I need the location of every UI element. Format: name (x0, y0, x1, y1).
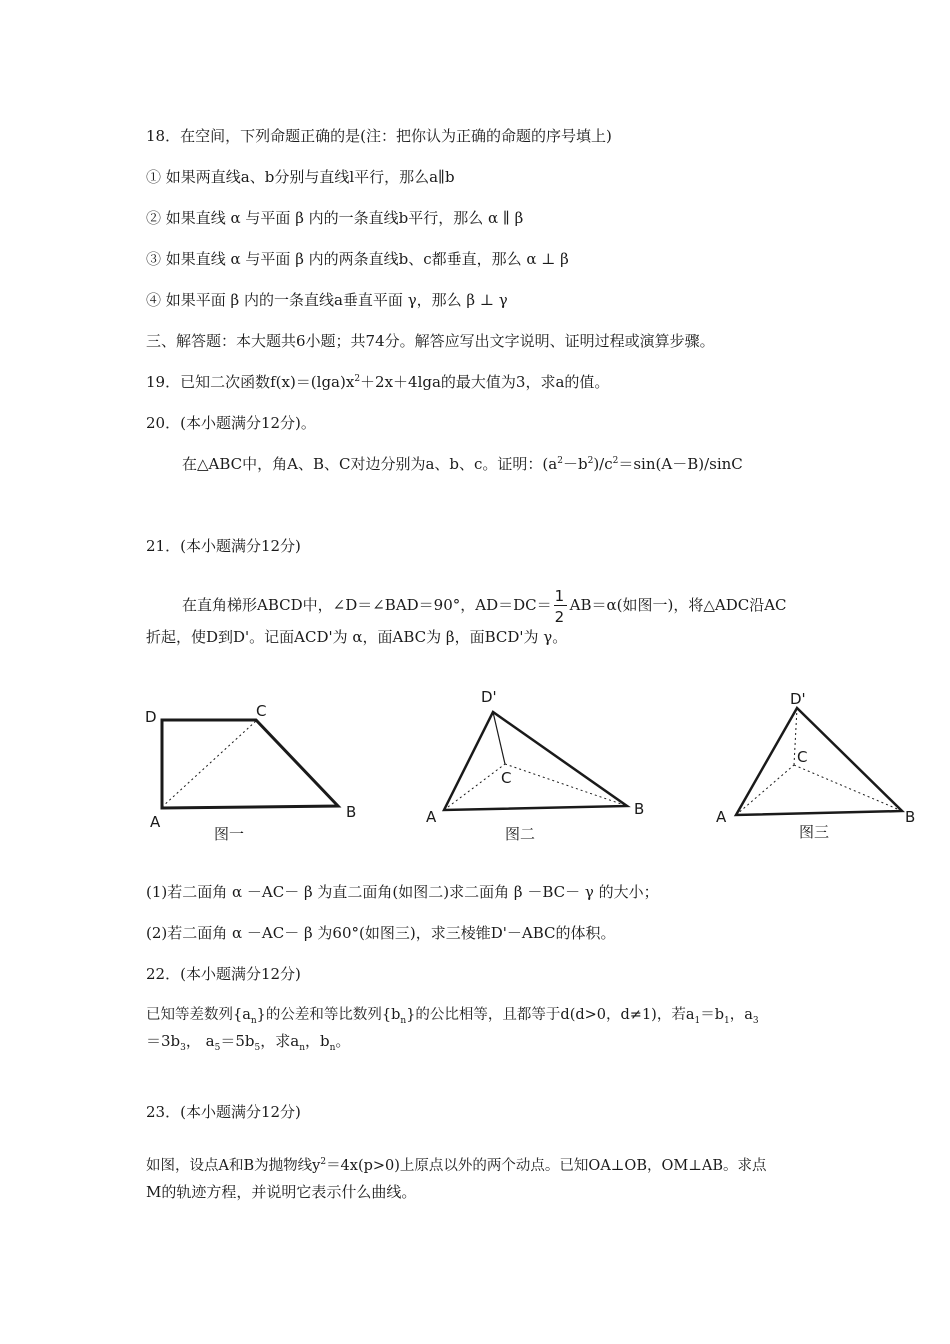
fig2-edge-cb (505, 764, 627, 806)
q21-part-2: (2)若二面角 α －AC－ β 为60°(如图三)，求三棱锥D'－ABC的体积。 (146, 924, 616, 942)
q21-part-1: (1)若二面角 α －AC－ β 为直二面角(如图二)求二面角 β －BC－ γ 的大小； (146, 883, 659, 901)
fig2-label-b: B (634, 800, 645, 818)
q18-option-3: ③ 如果直线 α 与平面 β 内的两条直线b、c都垂直，那么 α ⊥ β (146, 250, 569, 268)
q21-heading: 21．(本小题满分12分) (146, 537, 301, 555)
q20-heading: 20．(本小题满分12分)。 (146, 414, 316, 432)
q20-text: 在△ABC中，角A、B、C对边分别为a、b、c。证明：$(a^2-b^2)/c^2=\sin(A-B)$/sinC (182, 455, 743, 473)
q18-stem: 18．在空间，下列命题正确的是(注：把你认为正确的命题的序号填上) (146, 127, 612, 145)
q22-line-1: 已知等差数列$\{a_n\}$的公差和等比数列$\{b_n\}$的公比相等，且都等于d(d>0，d≠1)，若$a_1=b_1$，$a_3$ (146, 1007, 759, 1026)
fig2-label-d: D' (481, 688, 497, 706)
fig1-diagonal-ac (162, 721, 256, 807)
fig3-label-a: A (716, 808, 727, 826)
fig3-label-d: D' (790, 690, 806, 708)
figure-3 (716, 690, 915, 841)
fig2-caption: 图二 (505, 825, 536, 843)
fig3-label-b: B (905, 808, 916, 826)
fig1-caption: 图一 (214, 825, 245, 843)
q22-heading: 22．(本小题满分12分) (146, 965, 301, 983)
q18-option-2: ② 如果直线 α 与平面 β 内的一条直线b平行，那么 α ∥ β (146, 209, 524, 227)
fig2-label-c: C (501, 769, 512, 787)
q19-text: 19．已知二次函数$f(x)=(\lg a)x^2+2x+4\lg a$的最大值为3，求a的值。 (146, 373, 610, 391)
fig3-edge-cb (794, 765, 902, 811)
fig1-label-d: D (145, 708, 157, 726)
fig3-outline (736, 708, 902, 815)
fig3-label-c: C (797, 748, 808, 766)
q23-heading: 23．(本小题满分12分) (146, 1103, 301, 1121)
q22-line-2: $=3b_3$， $a_5=5b_5$，求$a_n$，$b_n$。 (146, 1032, 351, 1053)
fig1-label-c: C (256, 702, 267, 720)
figure-1 (145, 702, 356, 843)
q18-option-1: ① 如果两直线a、b分别与直线l平行，那么a∥b (146, 168, 455, 186)
fig2-outline (444, 712, 627, 810)
q23-line-1: 如图，设点A和B为抛物线$y^2=4x(p>0)$上原点以外的两个动点。已知OA⊥OB，OM⊥AB。求点 (146, 1157, 767, 1174)
fig2-label-a: A (426, 808, 437, 826)
q23-line-2: M的轨迹方程，并说明它表示什么曲线。 (146, 1183, 417, 1201)
q18-option-4: ④ 如果平面 β 内的一条直线a垂直平面 γ，那么 β ⊥ γ (146, 291, 508, 309)
q21-line-1: 在直角梯形ABCD中，∠D＝∠BAD＝90°，AD＝DC＝ $\frac{1}{2}$ AB＝α(如图一)，将△ADC沿AC (182, 587, 787, 626)
fig3-caption: 图三 (799, 823, 830, 841)
fig1-label-a: A (150, 813, 161, 831)
section-3-heading: 三、解答题：本大题共6小题；共74分。解答应写出文字说明、证明过程或演算步骤。 (146, 332, 715, 350)
fig2-edge-ac (444, 764, 505, 810)
q21-line-2: 折起，使D到D'。记面ACD'为 α，面ABC为 β，面BCD'为 γ。 (146, 628, 568, 646)
figure-2 (426, 688, 644, 843)
fig3-edge-ac (736, 765, 794, 815)
fig1-label-b: B (346, 803, 357, 821)
fig1-trapezoid (162, 720, 338, 808)
